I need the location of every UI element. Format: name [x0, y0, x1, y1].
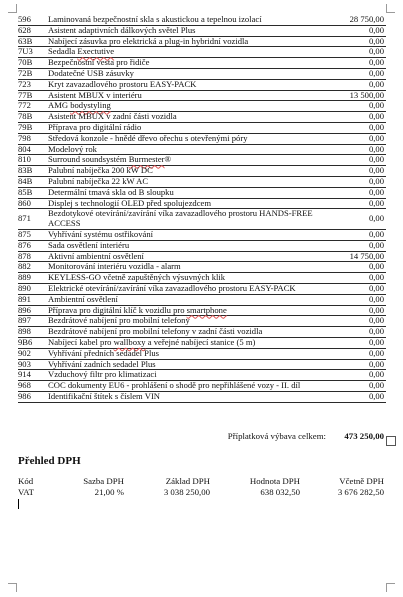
- equipment-table: [18, 15, 386, 403]
- item-code: 896: [18, 305, 48, 316]
- vat-amount: 638 032,50: [260, 487, 300, 497]
- vat-base: 3 038 250,00: [163, 487, 210, 497]
- item-name: AMG bodystyling: [48, 101, 332, 112]
- item-code: 986: [18, 391, 48, 402]
- item-price: 0,00: [332, 348, 386, 359]
- item-name: Asistent MBUX v interiéru: [48, 90, 332, 101]
- spellcheck-mark: Burmester: [128, 154, 165, 165]
- table-row: [18, 327, 386, 338]
- item-price: 0,00: [332, 144, 386, 155]
- item-code: 70B: [18, 58, 48, 69]
- item-price: 0,00: [332, 166, 386, 177]
- item-code: 882: [18, 262, 48, 273]
- item-name: COC dokumenty EU6 - prohlášení o shodě pro nepřihlášené vozy - II. díl: [48, 381, 332, 392]
- item-name: Ambientní osvětlení: [48, 294, 332, 305]
- item-name: Displej s technologií OLED před spolujezdcem: [48, 198, 332, 209]
- item-code: 897: [18, 316, 48, 327]
- item-name: Surround soundsystém Burmester®: [48, 155, 332, 166]
- item-code: 77B: [18, 90, 48, 101]
- item-code: 860: [18, 198, 48, 209]
- item-price: 0,00: [332, 112, 386, 123]
- item-price: 0,00: [332, 187, 386, 198]
- item-price: 0,00: [332, 122, 386, 133]
- table-row: [18, 229, 386, 240]
- item-price: 0,00: [332, 58, 386, 69]
- item-code: 804: [18, 144, 48, 155]
- item-price: 0,00: [332, 337, 386, 348]
- table-row: [18, 240, 386, 251]
- item-price: 0,00: [332, 79, 386, 90]
- total-label: Příplatková výbava celkem:: [227, 431, 326, 441]
- item-price: 0,00: [332, 283, 386, 294]
- item-code: 628: [18, 25, 48, 36]
- spellcheck-mark: bodystyling: [70, 100, 111, 111]
- text-cursor[interactable]: [18, 499, 19, 509]
- item-name: Nabíjecí kabel pro wallboxy a veřejné nabíjecí stanice (5 m): [48, 337, 332, 348]
- item-name: Sedadla Exectutive: [48, 47, 332, 58]
- table-row: [18, 370, 386, 381]
- item-name: Sada osvětlení interiéru: [48, 240, 332, 251]
- table-row: [18, 47, 386, 58]
- item-name: Elektrické otevírání/zavírání víka zavazadlového prostoru EASY-PACK: [48, 283, 332, 294]
- item-code: 871: [18, 209, 48, 230]
- table-row: [18, 144, 386, 155]
- page-corner-mark: [386, 583, 395, 592]
- table-row: [18, 122, 386, 133]
- item-name: Palubní nabíječka 200 kW DC: [48, 166, 332, 177]
- item-code: 903: [18, 359, 48, 370]
- item-price: 0,00: [332, 316, 386, 327]
- item-code: 9B6: [18, 337, 48, 348]
- item-price: 0,00: [332, 381, 386, 392]
- item-code: 72B: [18, 68, 48, 79]
- item-code: 83B: [18, 166, 48, 177]
- table-row: [18, 209, 386, 230]
- item-price: 0,00: [332, 327, 386, 338]
- table-row: [18, 176, 386, 187]
- item-name: Aktivní ambientní osvětlení: [48, 251, 332, 262]
- table-row: [18, 79, 386, 90]
- item-name: Asistent adaptivních dálkových světel Plus: [48, 25, 332, 36]
- table-row: [18, 155, 386, 166]
- item-name: Bezdrátové nabíjení pro mobilní telefony: [48, 316, 332, 327]
- item-name: Palubní nabíječka 22 kW AC: [48, 176, 332, 187]
- item-name: Bezpečnostní vesta pro řidiče: [48, 58, 332, 69]
- total-value: 473 250,00: [344, 431, 384, 441]
- item-price: 0,00: [332, 262, 386, 273]
- item-name: Dodatečné USB zásuvky: [48, 68, 332, 79]
- item-name: Bezdotykové otevírání/zavírání víka zavazadlového prostoru HANDS-FREE ACCESS: [48, 209, 332, 230]
- item-price: 0,00: [332, 305, 386, 316]
- item-code: 891: [18, 294, 48, 305]
- page-corner-mark: [8, 583, 17, 592]
- item-price: 0,00: [332, 273, 386, 284]
- item-name: Nabíjecí zásuvka pro elektrická a plug-in hybridní vozidla: [48, 36, 332, 47]
- item-code: 7U3: [18, 47, 48, 58]
- item-code: 63B: [18, 36, 48, 47]
- item-name: Vyhřívání zadních sedadel Plus: [48, 359, 332, 370]
- table-row: [18, 337, 386, 348]
- item-name: Kryt zavazadlového prostoru EASY-PACK: [48, 79, 332, 90]
- item-name: Středová konzole - hnědé dřevo ořechu s otevřenými póry: [48, 133, 332, 144]
- item-name: Vyhřívání systému ostřikování: [48, 229, 332, 240]
- page-end-marker: [386, 436, 396, 446]
- item-code: 84B: [18, 176, 48, 187]
- item-price: 0,00: [332, 240, 386, 251]
- vat-row: [18, 487, 384, 498]
- item-name: Bezdrátové nabíjení pro mobilní telefony v zadní části vozidla: [48, 327, 332, 338]
- table-row: [18, 359, 386, 370]
- vat-rate: 21,00 %: [94, 487, 124, 497]
- item-price: 0,00: [332, 359, 386, 370]
- item-code: 85B: [18, 187, 48, 198]
- item-name: Monitorování interiéru vozidla - alarm: [48, 262, 332, 273]
- item-name: Vyhřívání předních sedadel Plus: [48, 348, 332, 359]
- item-price: 0,00: [332, 25, 386, 36]
- table-row: [18, 25, 386, 36]
- item-price: 0,00: [332, 36, 386, 47]
- item-code: 772: [18, 101, 48, 112]
- item-price: 0,00: [332, 155, 386, 166]
- vat-col-base-header: Základ DPH: [165, 476, 210, 486]
- item-price: 28 750,00: [332, 15, 386, 25]
- item-code: 914: [18, 370, 48, 381]
- item-code: 78B: [18, 112, 48, 123]
- vat-total: 3 676 282,50: [337, 487, 384, 497]
- table-row: [18, 68, 386, 79]
- vat-col-amount-header: Hodnota DPH: [249, 476, 300, 486]
- table-row: [18, 283, 386, 294]
- item-code: 878: [18, 251, 48, 262]
- item-price: 0,00: [332, 391, 386, 402]
- item-name: Vzduchový filtr pro klimatizaci: [48, 370, 332, 381]
- item-price: 0,00: [332, 198, 386, 209]
- vat-heading: Přehled DPH: [18, 455, 81, 467]
- table-row: [18, 198, 386, 209]
- vat-header-row: [18, 476, 384, 487]
- item-price: 0,00: [332, 133, 386, 144]
- item-code: 889: [18, 273, 48, 284]
- item-code: 876: [18, 240, 48, 251]
- item-name: Asistent MBUX v zadní části vozidla: [48, 112, 332, 123]
- item-code: 890: [18, 283, 48, 294]
- item-code: 798: [18, 133, 48, 144]
- item-name: Příprava pro digitální rádio: [48, 122, 332, 133]
- table-row: [18, 251, 386, 262]
- table-row: [18, 36, 386, 47]
- table-row: [18, 90, 386, 101]
- item-code: 723: [18, 79, 48, 90]
- table-row: [18, 262, 386, 273]
- item-name: Modelový rok: [48, 144, 332, 155]
- table-row: [18, 133, 386, 144]
- table-row: [18, 15, 386, 25]
- spellcheck-mark: Exectutive: [77, 46, 115, 57]
- item-name: Identifikační štítek s číslem VIN: [48, 391, 332, 402]
- table-row: [18, 316, 386, 327]
- item-price: 0,00: [332, 101, 386, 112]
- item-code: 79B: [18, 122, 48, 133]
- item-code: 596: [18, 15, 48, 25]
- item-name: KEYLESS-GO včetně zapuštěných výsuvných klik: [48, 273, 332, 284]
- table-row: [18, 348, 386, 359]
- page-corner-mark: [386, 4, 395, 13]
- table-row: [18, 305, 386, 316]
- table-row: [18, 101, 386, 112]
- page-corner-mark: [8, 4, 17, 13]
- vat-table: [18, 476, 384, 498]
- item-code: 898: [18, 327, 48, 338]
- item-code: 810: [18, 155, 48, 166]
- table-row: [18, 381, 386, 392]
- table-row: [18, 273, 386, 284]
- vat-col-rate-header: Sazba DPH: [83, 476, 124, 486]
- item-price: 13 500,00: [332, 90, 386, 101]
- table-row: [18, 166, 386, 177]
- vat-col-total-header: Včetně DPH: [339, 476, 384, 486]
- item-price: 0,00: [332, 176, 386, 187]
- table-row: [18, 391, 386, 402]
- table-row: [18, 294, 386, 305]
- table-row: [18, 58, 386, 69]
- vat-code: VAT: [18, 487, 34, 497]
- table-row: [18, 112, 386, 123]
- item-price: 0,00: [332, 68, 386, 79]
- item-name: Laminovaná bezpečnostní skla s akustickou a tepelnou izolací: [48, 15, 332, 25]
- item-code: 968: [18, 381, 48, 392]
- item-price: 0,00: [332, 209, 386, 230]
- item-price: 14 750,00: [332, 251, 386, 262]
- item-price: 0,00: [332, 229, 386, 240]
- item-price: 0,00: [332, 47, 386, 58]
- item-name: Determální tmavá skla od B sloupku: [48, 187, 332, 198]
- item-code: 902: [18, 348, 48, 359]
- table-row: [18, 187, 386, 198]
- item-price: 0,00: [332, 294, 386, 305]
- vat-col-code-header: Kód: [18, 476, 34, 486]
- equipment-table-body: [18, 15, 386, 402]
- item-code: 875: [18, 229, 48, 240]
- spellcheck-mark: smartphone: [186, 304, 227, 315]
- item-name: Příprava pro digitální klíč k vozidlu pro smartphone: [48, 305, 332, 316]
- spellcheck-mark: wallboxy: [113, 336, 146, 347]
- item-price: 0,00: [332, 370, 386, 381]
